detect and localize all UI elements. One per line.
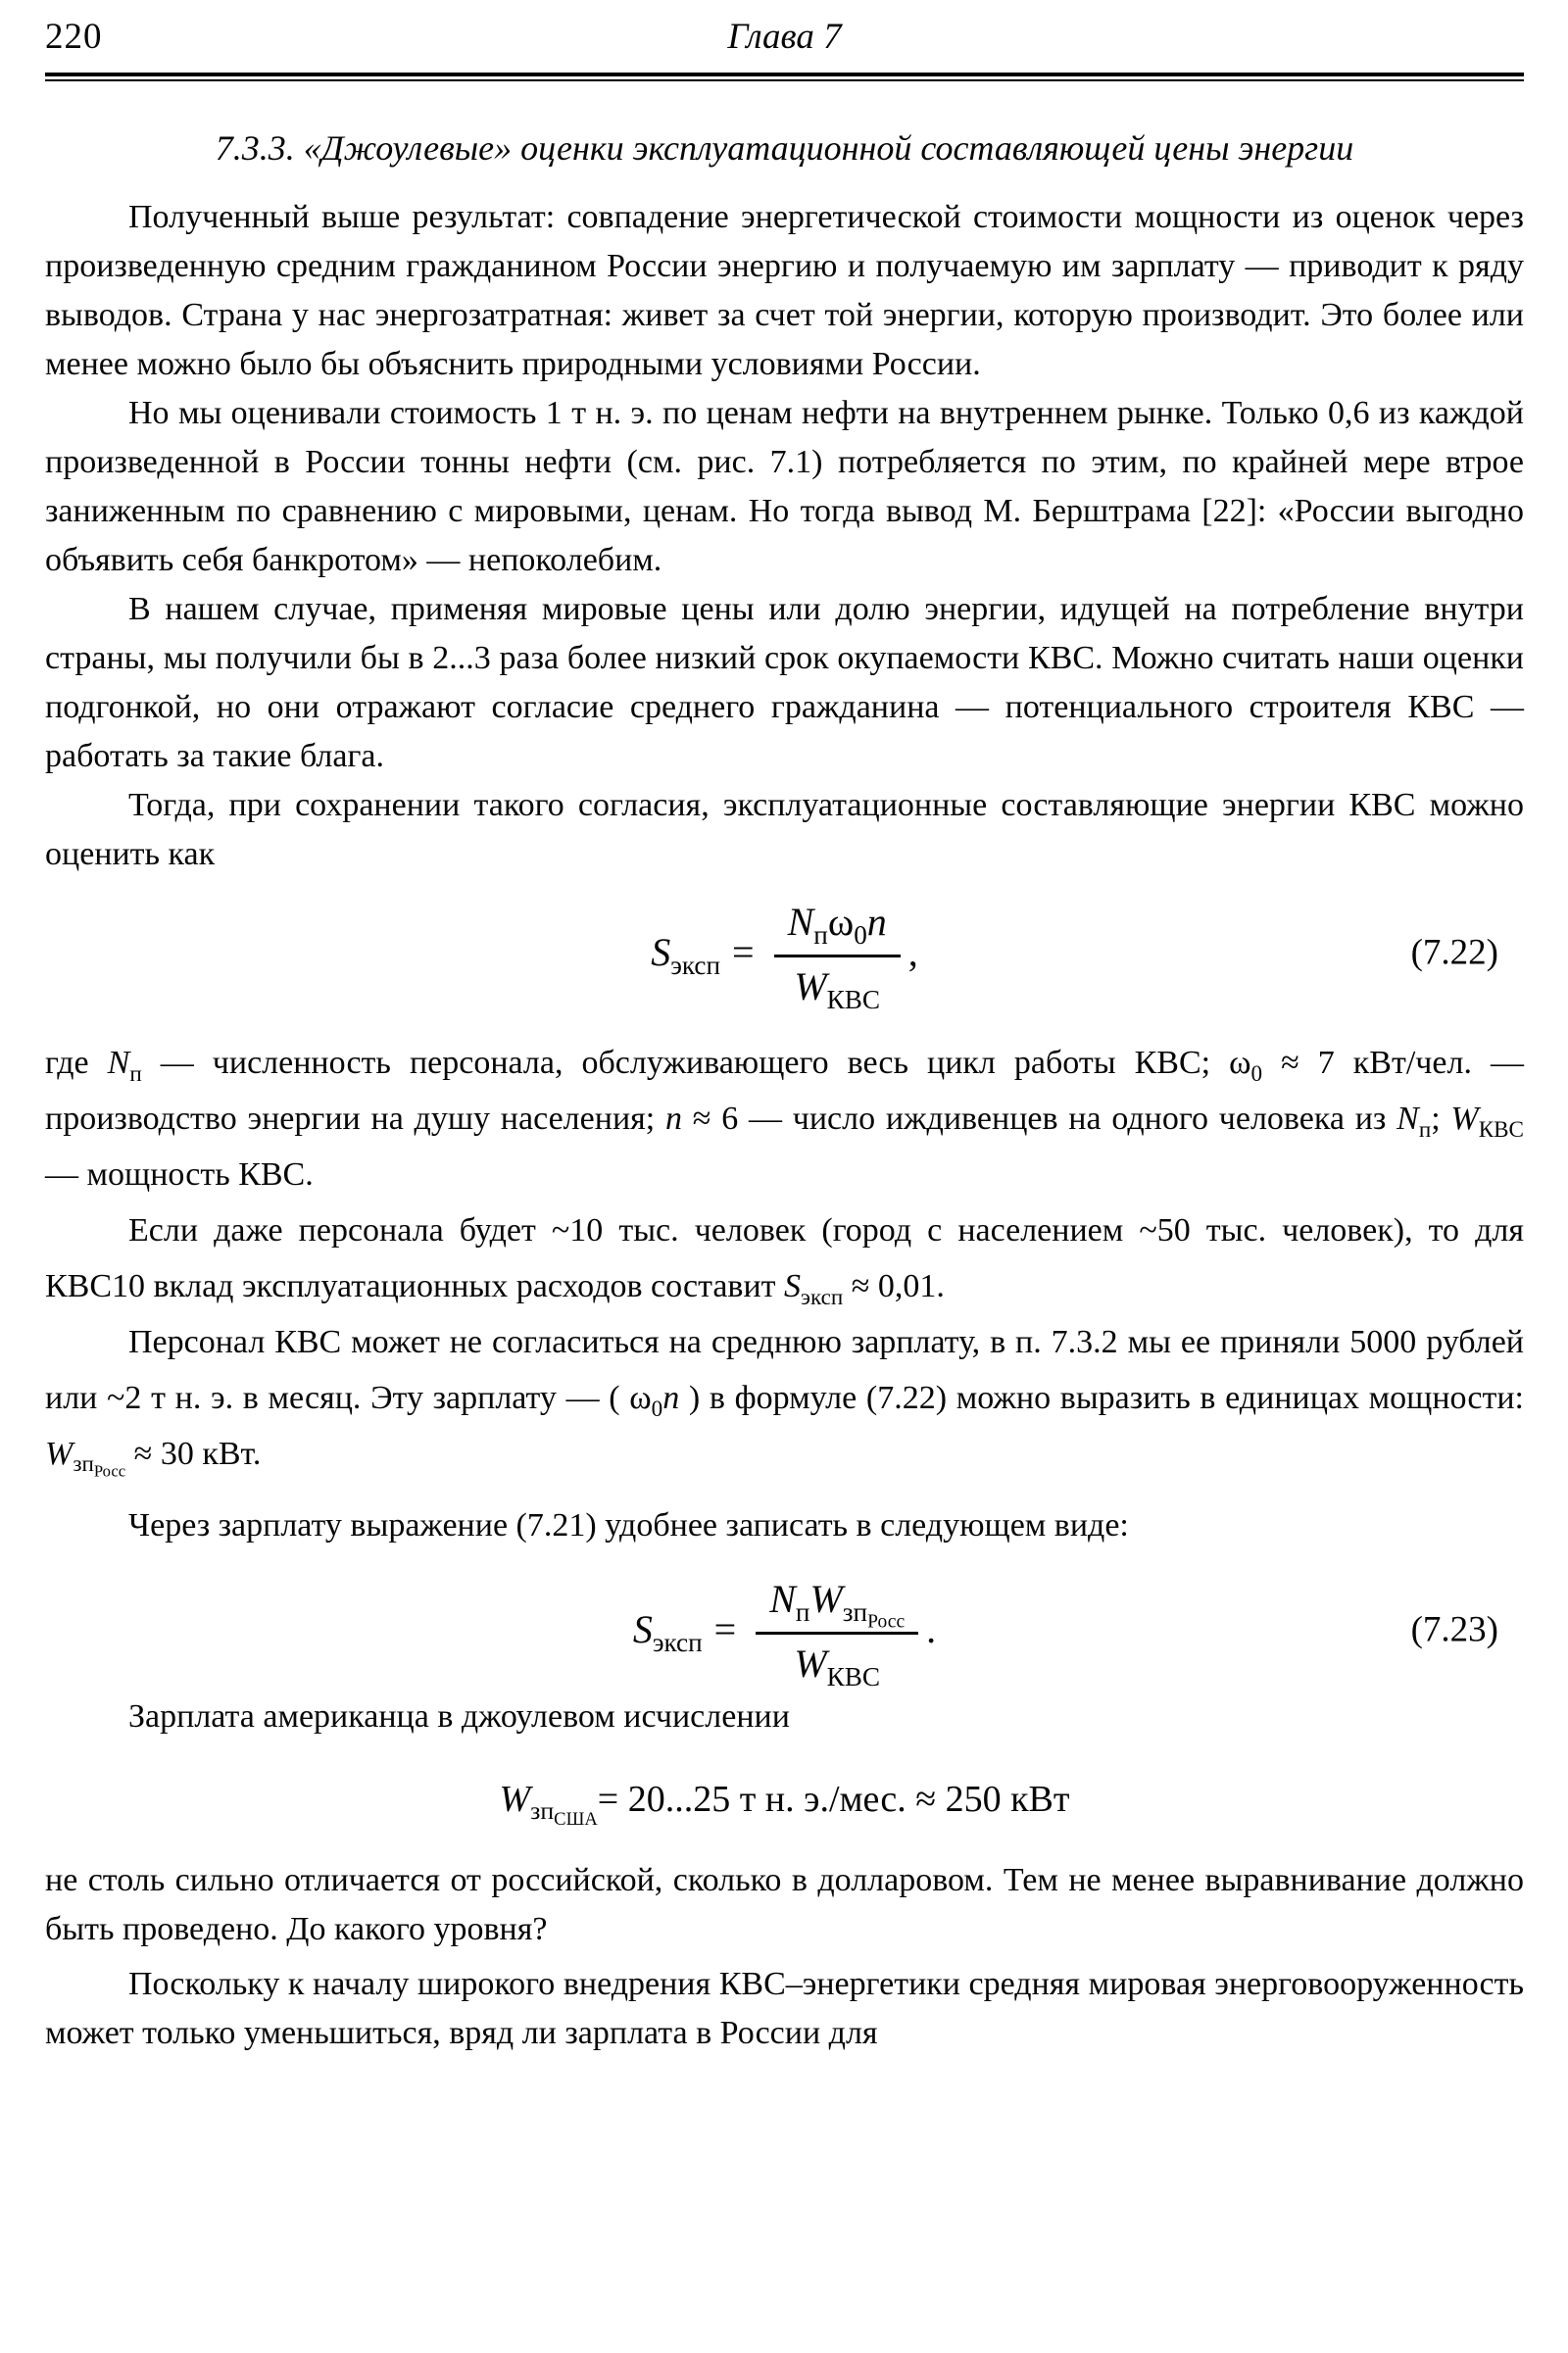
subscript	[1419, 1116, 1431, 1142]
equation-usa-salary	[45, 1778, 1524, 1831]
paragraph-1: Полученный выше результат: совпадение энергетической стоимости мощности из оценок через произведенную средним гражданином России энергию и получаемую им зарплату — приводит к ряду выводов. Страна у нас энергозатратная: живет за счет той энергии, которую производит. Это более или менее можно было бы объяснить природными условиями России.	[45, 199, 1524, 382]
paragraph-where	[45, 1035, 1524, 1202]
equation-number: (7.23)	[1410, 1609, 1498, 1650]
page-number: 220	[45, 17, 103, 57]
subscript	[73, 1451, 126, 1482]
equation-7-22	[45, 897, 1524, 1014]
text-run: ≈ 30 кВт.	[125, 1435, 262, 1472]
paragraph-3: В нашем случае, применяя мировые цены или долю энергии, идущей на потребление внутри страны, мы получили бы в 2...3 раза более низкий срок окупаемости КВС. Можно считать наши оценки подгонкой, но они отражают согласие среднего гражданина — потенциального строителя КВС — работать за такие блага.	[45, 591, 1524, 774]
equals-sign: =	[732, 929, 755, 974]
sub-ross: Росс	[867, 1611, 906, 1633]
subscript	[796, 1597, 810, 1627]
var-omega: ω	[629, 1379, 652, 1416]
sub-zp: зп	[842, 1596, 868, 1627]
paragraph-2: Но мы оценивали стоимость 1 т н. э. по ценам нефти на внутреннем рынке. Только 0,6 из каждой произведенной в России тонны нефти (см. рис. 7.1) потребляется по этим, по крайней мере втрое заниженным по сравнению с мировыми, ценам. Но тогда вывод М. Берштрама [22]: «России выгодно объявить себя банкротом» — непоколебим.	[45, 395, 1524, 578]
header-double-rule	[45, 73, 1524, 81]
sub-kvs: КВС	[1478, 1116, 1524, 1143]
text-run: ) в формуле (7.22) можно выразить в единицах мощности:	[679, 1379, 1524, 1416]
equals-sign: =	[713, 1606, 737, 1651]
paragraph-6	[45, 1314, 1524, 1482]
subscript	[653, 1628, 703, 1657]
subscript	[827, 1662, 880, 1691]
sub-subscript	[94, 1462, 125, 1481]
subscript	[801, 1284, 843, 1309]
sub-0: 0	[854, 920, 867, 950]
var-n: n	[866, 900, 887, 944]
denominator	[794, 957, 881, 1014]
eq723-lhs	[632, 1606, 703, 1657]
sub-p: п	[795, 1596, 810, 1627]
text-run: — численность персонала, обслуживающего весь цикл работы КВС;	[141, 1044, 1230, 1081]
var-N: N	[769, 1576, 796, 1621]
sub-0: 0	[1250, 1060, 1263, 1087]
var-W: W	[45, 1435, 74, 1472]
var-n: n	[662, 1379, 680, 1416]
equation-rhs: = 20...25 т н. э./мес. ≈ 250 кВт	[597, 1778, 1070, 1820]
sub-eksp: эксп	[670, 950, 721, 980]
section-title: 7.3.3. «Джоулевые» оценки эксплуатационной составляющей цены энергии	[215, 128, 1354, 168]
paragraph-4: Тогда, при сохранении такого согласия, эксплуатационные составляющие энергии КВС можно оценить как	[45, 787, 1524, 872]
equation-comma: ,	[907, 929, 918, 974]
equsa-lhs	[499, 1778, 598, 1831]
subscript	[670, 951, 720, 980]
numerator	[756, 1574, 918, 1635]
sub-p: п	[813, 920, 828, 950]
var-N: N	[107, 1044, 130, 1081]
sub-eksp: эксп	[652, 1627, 703, 1657]
denominator	[794, 1635, 881, 1692]
equation-number: (7.22)	[1410, 932, 1498, 973]
paragraph-5	[45, 1202, 1524, 1314]
fraction	[756, 1574, 918, 1692]
var-W: W	[809, 1576, 843, 1621]
sub-eksp: эксп	[801, 1284, 844, 1310]
subscript	[530, 1796, 598, 1831]
var-n: n	[665, 1100, 682, 1137]
sub-p: п	[129, 1060, 142, 1087]
equation-period: .	[926, 1606, 937, 1651]
subscript	[842, 1596, 906, 1633]
paragraph-7: Через зарплату выражение (7.21) удобнее записать в следующем виде:	[128, 1506, 1129, 1544]
text-run: ≈ 7 кВт/чел. — производство энергии на душу населения;	[45, 1044, 1524, 1137]
sub-subscript	[867, 1611, 905, 1632]
subscript	[1250, 1060, 1262, 1086]
var-N: N	[1396, 1100, 1419, 1137]
sub-zp: зп	[73, 1451, 94, 1478]
var-W: W	[499, 1778, 531, 1820]
subscript	[854, 920, 867, 950]
sub-ross: Росс	[93, 1462, 126, 1482]
sub-kvs: КВС	[826, 1662, 881, 1692]
paragraph-8: Зарплата американца в джоулевом исчислении	[128, 1697, 790, 1735]
fraction	[774, 897, 901, 1014]
subscript	[129, 1060, 141, 1086]
var-W: W	[794, 1642, 827, 1687]
subscript	[1479, 1116, 1524, 1142]
var-omega: ω	[827, 900, 855, 944]
var-omega: ω	[1229, 1044, 1251, 1081]
var-W: W	[1450, 1100, 1479, 1137]
subscript	[652, 1396, 663, 1421]
equation-7-23	[45, 1574, 1524, 1692]
var-S: S	[651, 929, 671, 974]
numerator	[774, 897, 901, 957]
var-S: S	[784, 1267, 802, 1304]
paragraph-9: не столь сильно отличается от российской, сколько в долларовом. Тем не менее выравнивание должно быть проведено. До какого уровня?	[45, 1861, 1524, 1947]
sub-0: 0	[651, 1396, 663, 1422]
text-run: — мощность КВС.	[45, 1155, 314, 1193]
eq722-lhs	[651, 929, 721, 980]
var-S: S	[632, 1606, 653, 1651]
text-run: Персонал КВС может не согласиться на среднюю зарплату, в п. 7.3.2 мы ее приняли 5000 рублей или ~2 т н. э. в месяц. Эту зарплату — (	[45, 1323, 1524, 1416]
var-N: N	[787, 900, 814, 944]
text-run: где	[45, 1044, 108, 1081]
sub-zp: зп	[530, 1796, 555, 1826]
text-run: ;	[1431, 1100, 1451, 1137]
chapter-title: Глава 7	[727, 17, 842, 57]
var-W: W	[794, 963, 827, 1008]
sub-p: п	[1418, 1116, 1432, 1143]
paragraph-10: Поскольку к началу широкого внедрения КВС–энергетики средняя мировая энерговооруженность может только уменьшиться, вряд ли зарплата в России для	[45, 1965, 1524, 2051]
text-run: ≈ 0,01.	[843, 1267, 945, 1304]
text-run: ≈ 6 — число иждивенцев на одного человека из	[682, 1100, 1397, 1137]
text-run: Если даже персонала будет ~10 тыс. человек (город с населением ~50 тыс. человек), то для КВС10 вклад эксплуатационных расходов составит	[45, 1211, 1524, 1304]
subscript	[827, 985, 880, 1014]
page-header	[45, 14, 1524, 61]
subscript	[813, 920, 828, 950]
sub-subscript	[554, 1810, 598, 1831]
sub-kvs: КВС	[826, 984, 881, 1014]
sub-usa: США	[554, 1809, 598, 1831]
